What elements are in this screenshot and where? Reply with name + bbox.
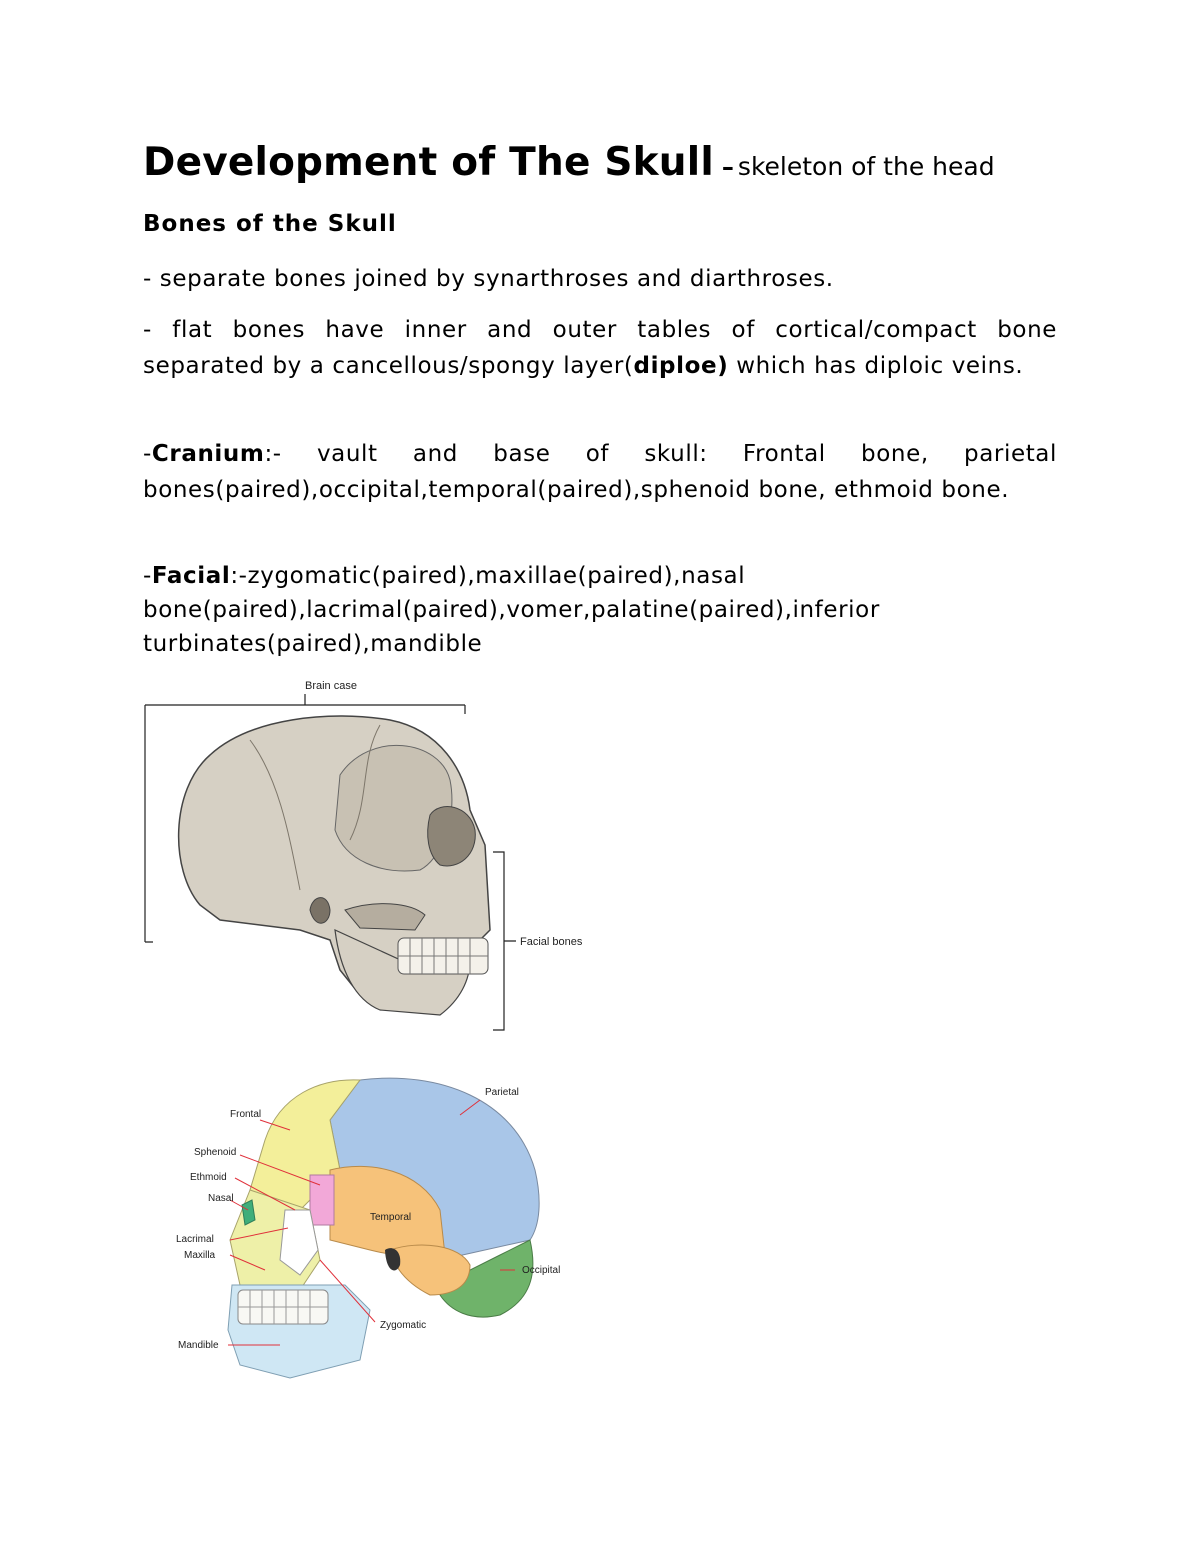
- skull-lateral-figure: [140, 670, 590, 1035]
- skull-colored-bones-figure: [170, 1060, 590, 1385]
- label-frontal: Frontal: [230, 1109, 262, 1120]
- facial-bones-bracket: [493, 852, 516, 1030]
- title-main: Development of The Skull: [143, 140, 714, 185]
- label-brain-case: Brain case: [305, 680, 357, 692]
- p3-bold-cranium: Cranium: [151, 441, 265, 467]
- label-facial-bones: Facial bones: [520, 936, 583, 948]
- paragraph-joints: - separate bones joined by synarthroses and diarthroses.: [143, 266, 834, 292]
- p3-text: :- vault and base of skull: Frontal bone, parietal bones(paired),occipital,temporal(paired),sphenoid bone, ethmoid bone.: [143, 441, 1057, 503]
- paragraph-flat-bones: [143, 312, 1057, 384]
- label-mandible: Mandible: [178, 1340, 219, 1351]
- p4-text: :-zygomatic(paired),maxillae(paired),nasal bone(paired),lacrimal(paired),vomer,palatine(paired),inferior turbinates(paired),mandible: [143, 563, 880, 657]
- label-zygomatic: Zygomatic: [380, 1320, 427, 1331]
- title-subtitle: skeleton of the head: [737, 152, 995, 181]
- p4-bold-facial: Facial: [151, 563, 231, 589]
- p3-prefix: -: [143, 441, 152, 467]
- label-occipital: Occipital: [522, 1265, 561, 1276]
- label-nasal: Nasal: [208, 1193, 234, 1204]
- p2-bold-diploe: diploe): [633, 353, 729, 379]
- label-sphenoid: Sphenoid: [194, 1147, 237, 1158]
- p4-prefix: -: [143, 563, 152, 589]
- page-title: [143, 140, 995, 185]
- paragraph-cranium: [143, 436, 1057, 508]
- title-dash: –: [721, 153, 734, 181]
- skull-lateral-drawing: [179, 716, 490, 1015]
- label-maxilla: Maxilla: [184, 1250, 216, 1261]
- skull-colored-drawing: [228, 1078, 539, 1378]
- p2-text-after: which has diploic veins.: [728, 353, 1024, 379]
- label-temporal: Temporal: [370, 1212, 412, 1223]
- label-ethmoid: Ethmoid: [190, 1172, 227, 1183]
- label-lacrimal: Lacrimal: [176, 1234, 214, 1245]
- paragraph-facial: [143, 559, 1057, 661]
- label-parietal: Parietal: [485, 1087, 519, 1098]
- section-heading: Bones of the Skull: [143, 211, 397, 237]
- p2-text-before: - flat bones have inner and outer tables of cortical/compact bone separated by a cancellous/spongy layer(: [143, 317, 1057, 379]
